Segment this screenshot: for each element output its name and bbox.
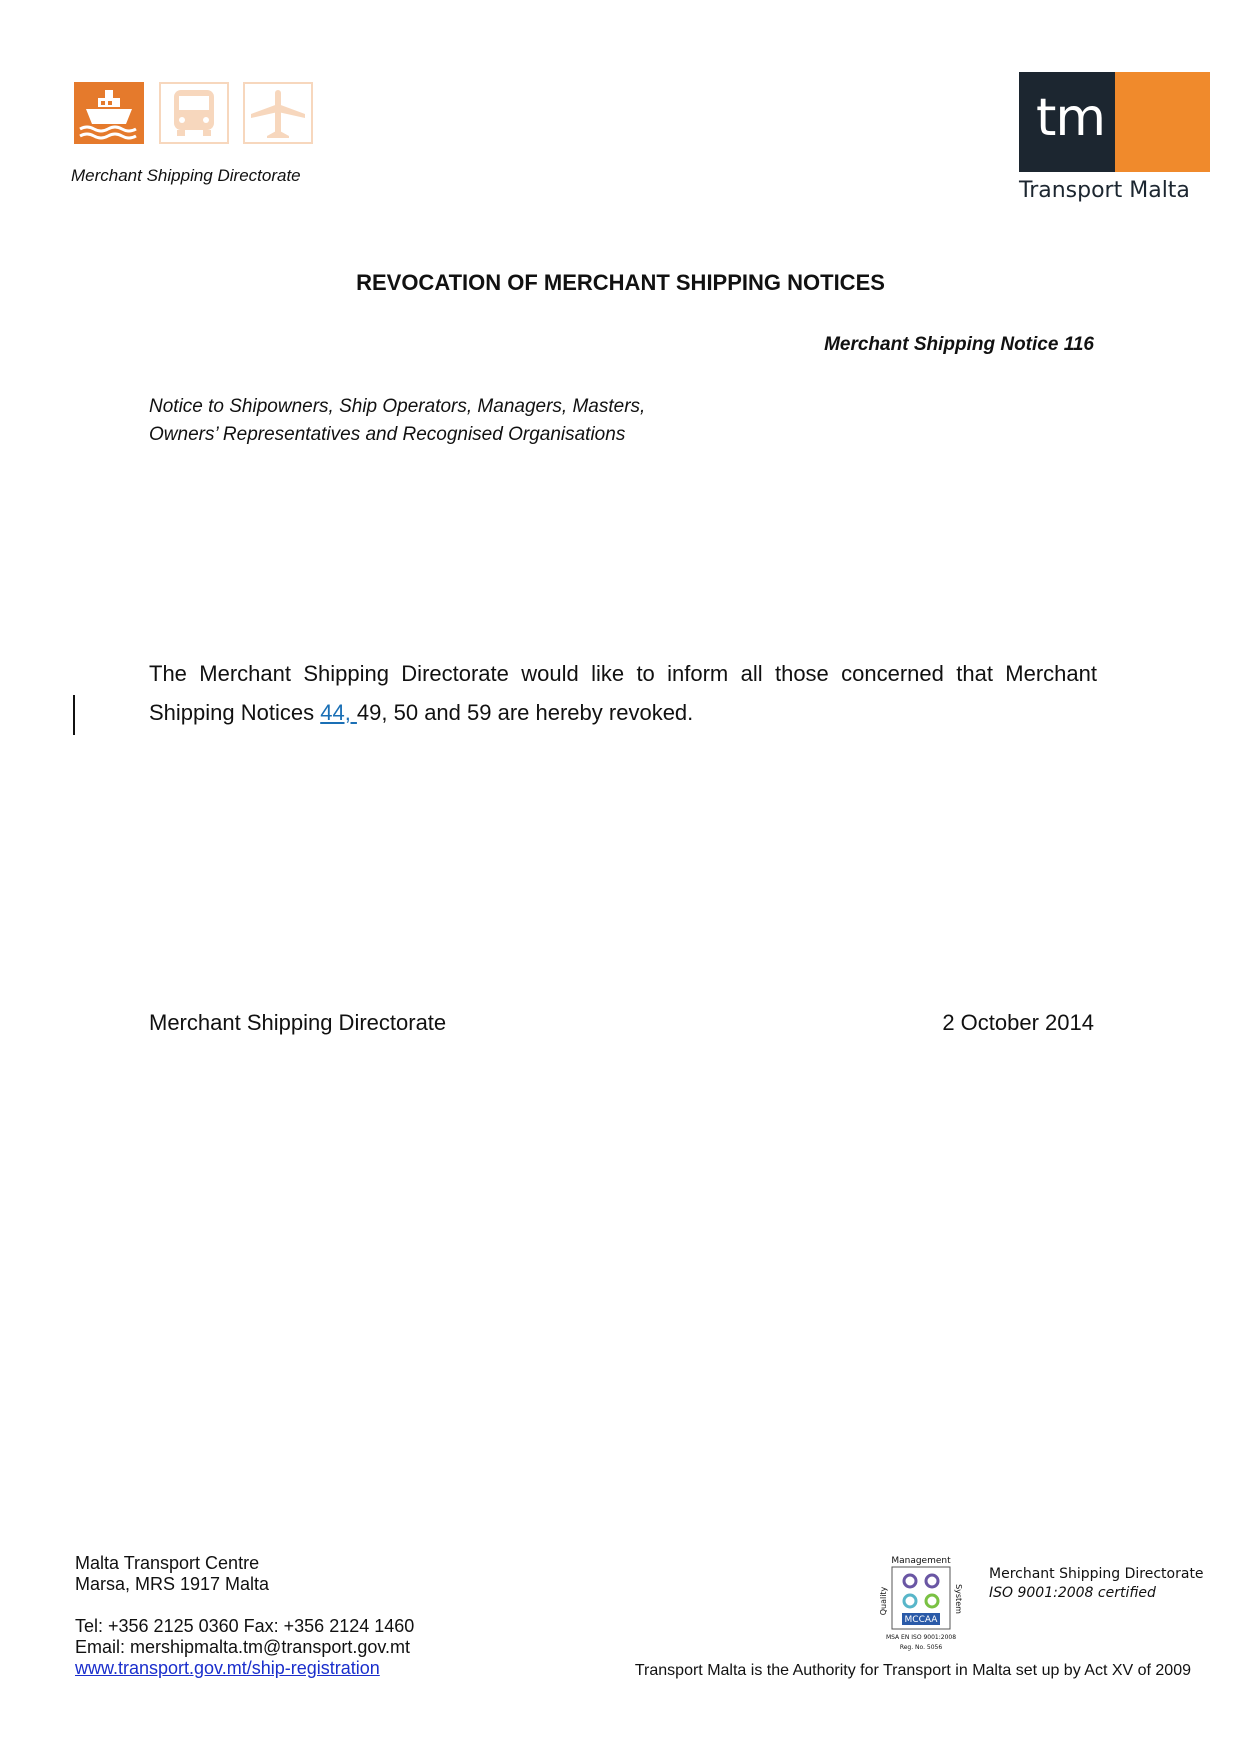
cert-iso: ISO 9001:2008 certified (989, 1585, 1156, 1601)
cert-standard: MSA EN ISO 9001:2008 (885, 1634, 957, 1641)
addressee (149, 393, 645, 449)
document-date: 2 October 2014 (942, 1010, 1094, 1035)
addressee-line-2: Owners’ Representatives and Recognised Organisations (149, 424, 626, 445)
document-title: REVOCATION OF MERCHANT SHIPPING NOTICES (356, 270, 885, 295)
addressee-line-1: Notice to Shipowners, Ship Operators, Managers, Masters, (149, 396, 646, 417)
logo-dark-block (1019, 72, 1115, 172)
plane-icon (243, 82, 313, 144)
bus-icon (159, 82, 229, 144)
body-text-before: The Merchant Shipping Directorate would like to inform all those concerned that Merchant Shipping Notices (149, 661, 1097, 725)
email: Email: mershipmalta.tm@transport.gov.mt (75, 1637, 411, 1657)
transport-malta-logo (1019, 72, 1210, 172)
cert-left-label: Quality (879, 1586, 888, 1616)
website-link[interactable]: www.transport.gov.mt/ship-registration (75, 1658, 380, 1678)
cert-directorate: Merchant Shipping Directorate (989, 1566, 1204, 1582)
mccaa-certification-mark (876, 1555, 966, 1655)
cert-top-label: Management (891, 1556, 951, 1566)
directorate-caption: Merchant Shipping Directorate (71, 166, 301, 185)
body-paragraph (149, 654, 1097, 732)
footer-address (75, 1553, 269, 1595)
ship-icon (74, 82, 144, 144)
logo-orange-block (1115, 72, 1210, 172)
notice-number: Merchant Shipping Notice 116 (824, 334, 1094, 355)
change-bar (73, 695, 75, 735)
logo-name: Transport Malta (1019, 178, 1190, 203)
address-line-2: Marsa, MRS 1917 Malta (75, 1574, 270, 1594)
phone-fax: Tel: +356 2125 0360 Fax: +356 2124 1460 (75, 1616, 415, 1636)
signatory: Merchant Shipping Directorate (149, 1010, 447, 1035)
cert-reg: Reg. No. 5056 (899, 1644, 943, 1651)
cert-name: MCCAA (904, 1615, 938, 1625)
footer-contact (75, 1616, 414, 1679)
notice-44-link[interactable]: 44, (320, 700, 357, 725)
authority-statement: Transport Malta is the Authority for Transport in Malta set up by Act XV of 2009 (634, 1662, 1191, 1679)
logo-letters: tm (1036, 88, 1106, 148)
address-line-1: Malta Transport Centre (75, 1553, 260, 1573)
certification-text (989, 1565, 1204, 1603)
body-text-after: 49, 50 and 59 are hereby revoked. (356, 700, 694, 725)
cert-right-label: System (954, 1584, 963, 1614)
